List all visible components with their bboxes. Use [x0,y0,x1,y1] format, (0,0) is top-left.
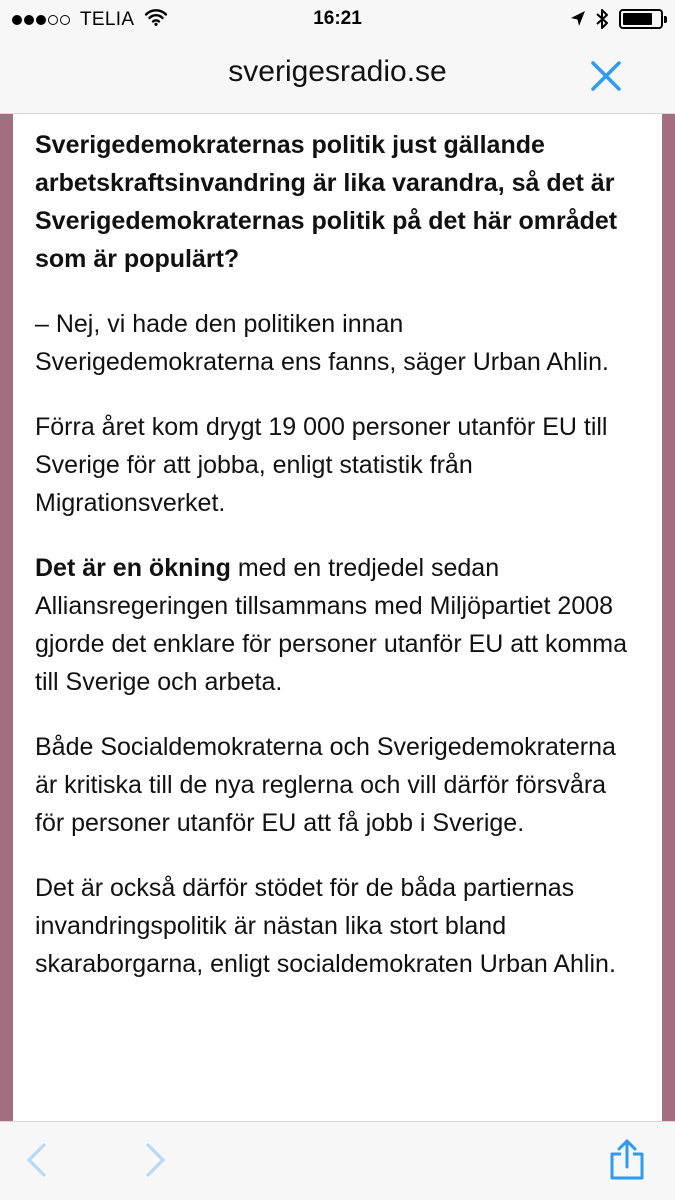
close-icon [589,59,623,93]
status-bar [0,0,675,40]
paragraph-support: Det är också därför stödet för de båda partiernas invandringspolitik är nästan lika stort bland skaraborgarna, enligt socialdemokraten Urban Ahlin. [35,874,616,978]
battery-icon [619,9,663,29]
paragraph-increase [35,549,642,701]
bottom-toolbar [0,1121,675,1200]
paragraph-increase-bold: Det är en ökning [35,554,231,582]
page-domain: sverigesradio.se [228,55,447,88]
close-button[interactable] [589,59,623,93]
paragraph-increase-rest: med en tredjedel sedan Alliansregeringen tillsammans med Miljöpartiet 2008 gjorde det enklare för personer utanför EU att komma till Sverige och arbeta. [35,554,627,696]
article[interactable] [13,114,662,1121]
paragraph-parties: Både Socialdemokraterna och Sverigedemokraterna är kritiska till de nya reglerna och vill därför försvåra för personer utanför EU att få jobb i Sverige. [35,733,616,837]
interview-question: Sverigedemokraternas politik just gällande arbetskraftsinvandring är lika varandra, så det är Sverigedemokraternas politik på det här området som är populärt? [35,131,618,273]
status-time: 16:21 [313,8,362,29]
chevron-left-icon [22,1140,52,1180]
forward-button[interactable] [140,1140,170,1185]
status-right [569,7,663,31]
carrier-name: TELIA [80,9,135,30]
paragraph-statistics: Förra året kom drygt 19 000 personer utanför EU till Sverige för att jobba, enligt statistik från Migrationsverket. [35,413,608,517]
share-icon [607,1138,647,1182]
browser-header [0,40,675,114]
chevron-right-icon [140,1140,170,1180]
share-button[interactable] [607,1138,647,1187]
back-button[interactable] [22,1140,52,1185]
content-area [0,114,675,1121]
paragraph-answer: – Nej, vi hade den politiken innan Sverigedemokraterna ens fanns, säger Urban Ahlin. [35,310,609,376]
location-arrow-icon [569,9,587,29]
bluetooth-icon [595,7,609,31]
